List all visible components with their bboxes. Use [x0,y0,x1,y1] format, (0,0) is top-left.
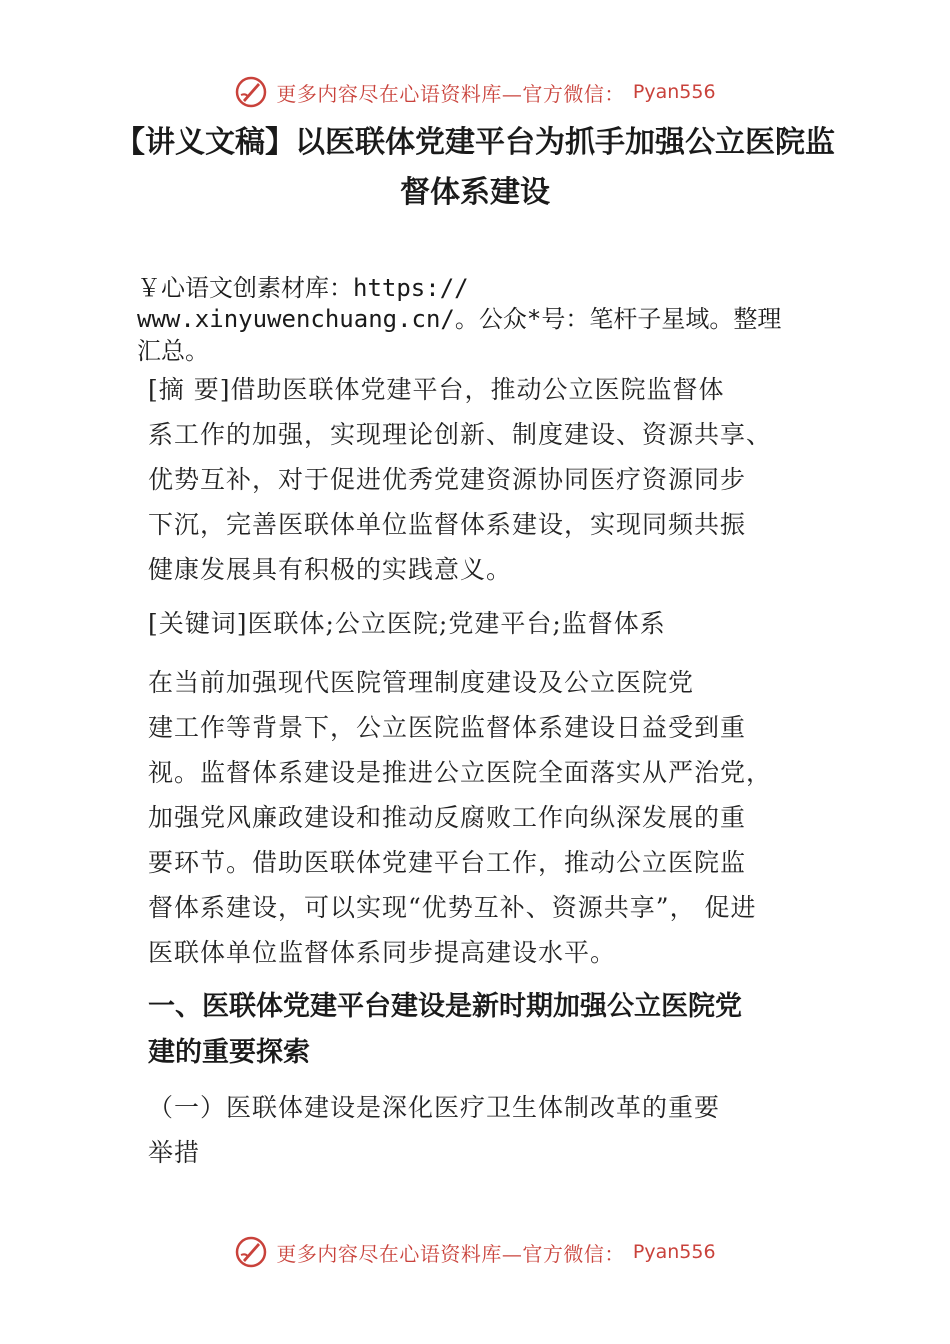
intro-line: 建工作等背景下，公立医院监督体系建设日益受到重 [148,713,747,742]
abstract-line: 下沉，完善医联体单位监督体系建设，实现同频共振 [148,510,747,539]
intro-line: 在当前加强现代医院管理制度建设及公立医院党 [148,668,695,697]
intro-line: 督体系建设，可以实现“优势互补、资源共享”， 促进 [148,893,757,922]
abstract-line: 优势互补，对于促进优秀党建资源协同医疗资源同步 [148,465,747,494]
intro-line: 医联体单位监督体系同步提高建设水平。 [148,938,617,967]
footer-watermark [0,1232,950,1272]
subsection-heading-line-1: （一）医联体建设是深化医疗卫生体制改革的重要 [148,1093,721,1122]
watermark-text: 更多内容尽在心语资料库—官方微信： [276,81,625,106]
section-heading-line-1: 一、医联体党建平台建设是新时期加强公立医院党 [148,991,742,1022]
abstract-line: 健康发展具有积极的实践意义。 [148,555,513,584]
subsection-heading-line-2: 举措 [148,1138,201,1167]
section-heading-line-2: 建的重要探索 [148,1037,310,1068]
intro-line: 要环节。借助医联体党建平台工作，推动公立医院监 [148,848,747,877]
intro-line: 视。监督体系建设是推进公立医院全面落实从严治党， [148,758,773,787]
watermark-wechat-id: Pyan556 [632,1241,716,1263]
source-line-2: www.xinyuwenchuang.cn/。公众*号：笔杆子星域。整理 [137,305,782,333]
document-title-line-1: 【讲义文稿】以医联体党建平台为抓手加强公立医院监 [115,125,835,160]
intro-line: 加强党风廉政建设和推动反腐败工作向纵深发展的重 [148,803,747,832]
watermark-text: 更多内容尽在心语资料库—官方微信： [276,1241,625,1266]
source-line-1: ￥心语文创素材库：https:// [137,274,469,302]
quill-logo-icon [234,1235,268,1269]
watermark-wechat-id: Pyan556 [632,81,716,103]
source-line-3: 汇总。 [137,337,209,365]
keywords-line: [关键词]医联体;公立医院;党建平台;监督体系 [148,609,666,638]
document-title-line-2: 督体系建设 [400,175,550,210]
abstract-line: 系工作的加强，实现理论创新、制度建设、资源共享、 [148,420,773,449]
abstract-line: [摘 要]借助医联体党建平台，推动公立医院监督体 [148,375,725,404]
header-watermark [0,72,950,112]
quill-logo-icon [234,75,268,109]
